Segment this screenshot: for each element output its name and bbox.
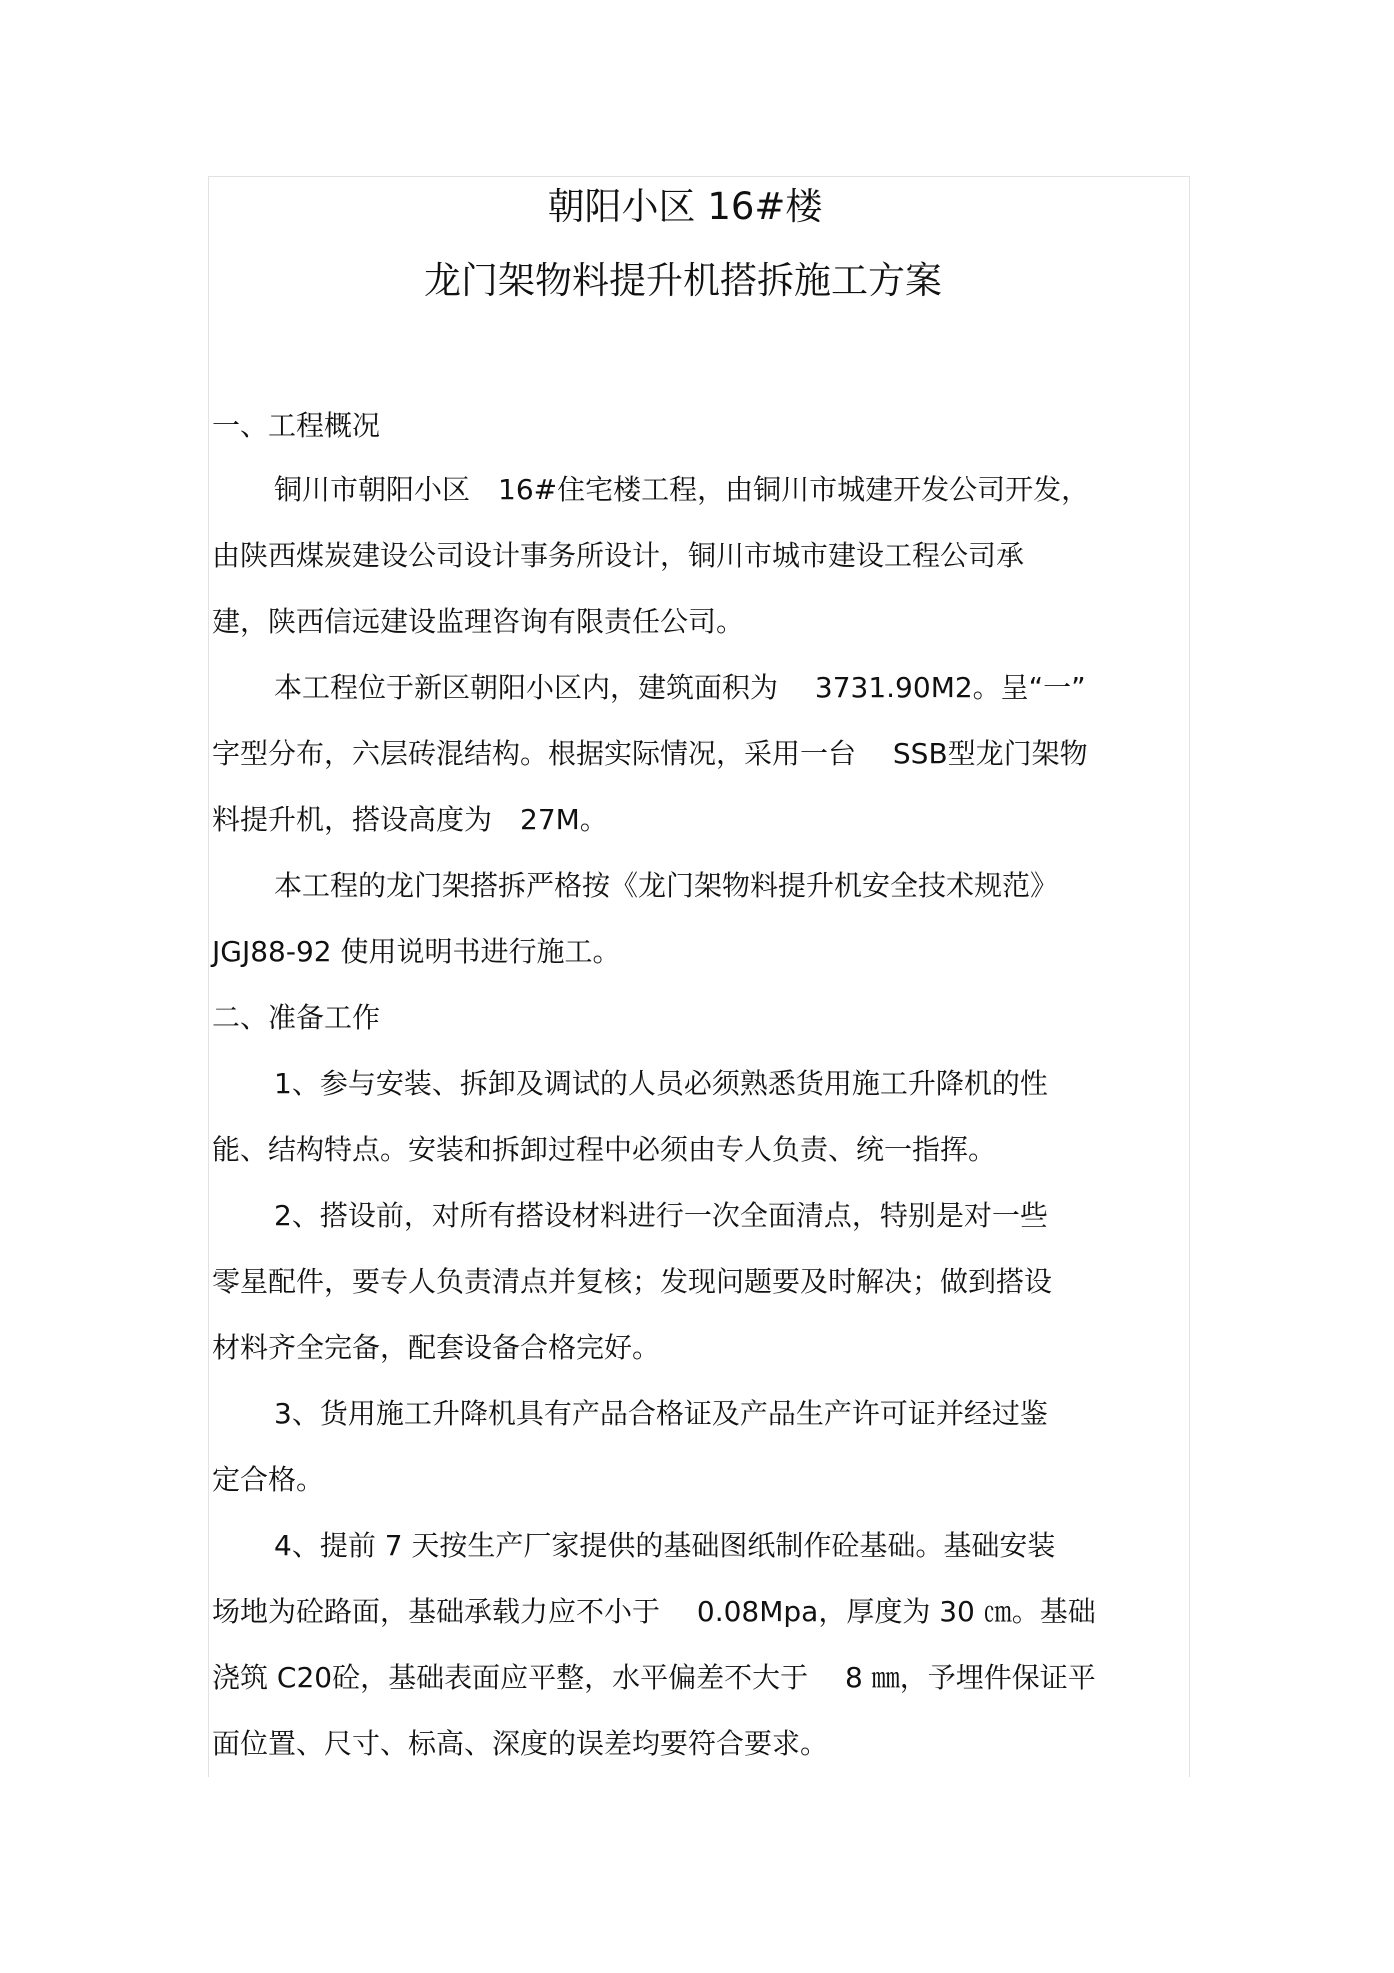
paragraph-line: 2、搭设前，对所有搭设材料进行一次全面清点，特别是对一些 [274, 1199, 1048, 1232]
section-heading-overview: 一、工程概况 [212, 409, 381, 442]
paragraph-line: 建，陕西信远建设监理咨询有限责任公司。 [212, 605, 745, 638]
paragraph-line: 本工程的龙门架搭拆严格按《龙门架物料提升机安全技术规范》 [274, 869, 1059, 902]
paragraph-line: 1、参与安装、拆卸及调试的人员必须熟悉货用施工升降机的性 [274, 1067, 1048, 1100]
document-title: 朝阳小区 16#楼 [547, 185, 823, 228]
section-heading-preparation: 二、准备工作 [212, 1001, 381, 1034]
paragraph-line: 4、提前 7 天按生产厂家提供的基础图纸制作砼基础。基础安装 [274, 1529, 1056, 1562]
paragraph-line: 场地为砼路面，基础承载力应不小于 0.08Mpa，厚度为 30 ㎝。基础 [212, 1595, 1096, 1628]
paragraph-line: 字型分布，六层砖混结构。根据实际情况，采用一台 SSB型龙门架物 [212, 737, 1088, 770]
paragraph-line: 铜川市朝阳小区 16#住宅楼工程，由铜川市城建开发公司开发， [274, 473, 1090, 506]
paragraph-line: 面位置、尺寸、标高、深度的误差均要符合要求。 [212, 1727, 829, 1760]
paragraph-line: 定合格。 [212, 1463, 325, 1496]
paragraph-line: 料提升机，搭设高度为 27M。 [212, 803, 608, 836]
paragraph-line: 零星配件，要专人负责清点并复核；发现问题要及时解决；做到搭设 [212, 1265, 1053, 1298]
paragraph-line: 3、货用施工升降机具有产品合格证及产品生产许可证并经过鉴 [274, 1397, 1048, 1430]
paragraph-line: 本工程位于新区朝阳小区内，建筑面积为 3731.90M2。呈“一” [274, 671, 1086, 704]
paragraph-line: 能、结构特点。安装和拆卸过程中必须由专人负责、统一指挥。 [212, 1133, 997, 1166]
paragraph-line: 材料齐全完备，配套设备合格完好。 [212, 1331, 661, 1364]
paragraph-line: 由陕西煤炭建设公司设计事务所设计，铜川市城市建设工程公司承 [212, 539, 1025, 572]
paragraph-line: 浇筑 C20砼，基础表面应平整，水平偏差不大于 8 ㎜，予埋件保证平 [212, 1661, 1096, 1694]
paragraph-line: JGJ88-92 使用说明书进行施工。 [212, 935, 621, 968]
document-subtitle: 龙门架物料提升机搭拆施工方案 [424, 259, 942, 302]
